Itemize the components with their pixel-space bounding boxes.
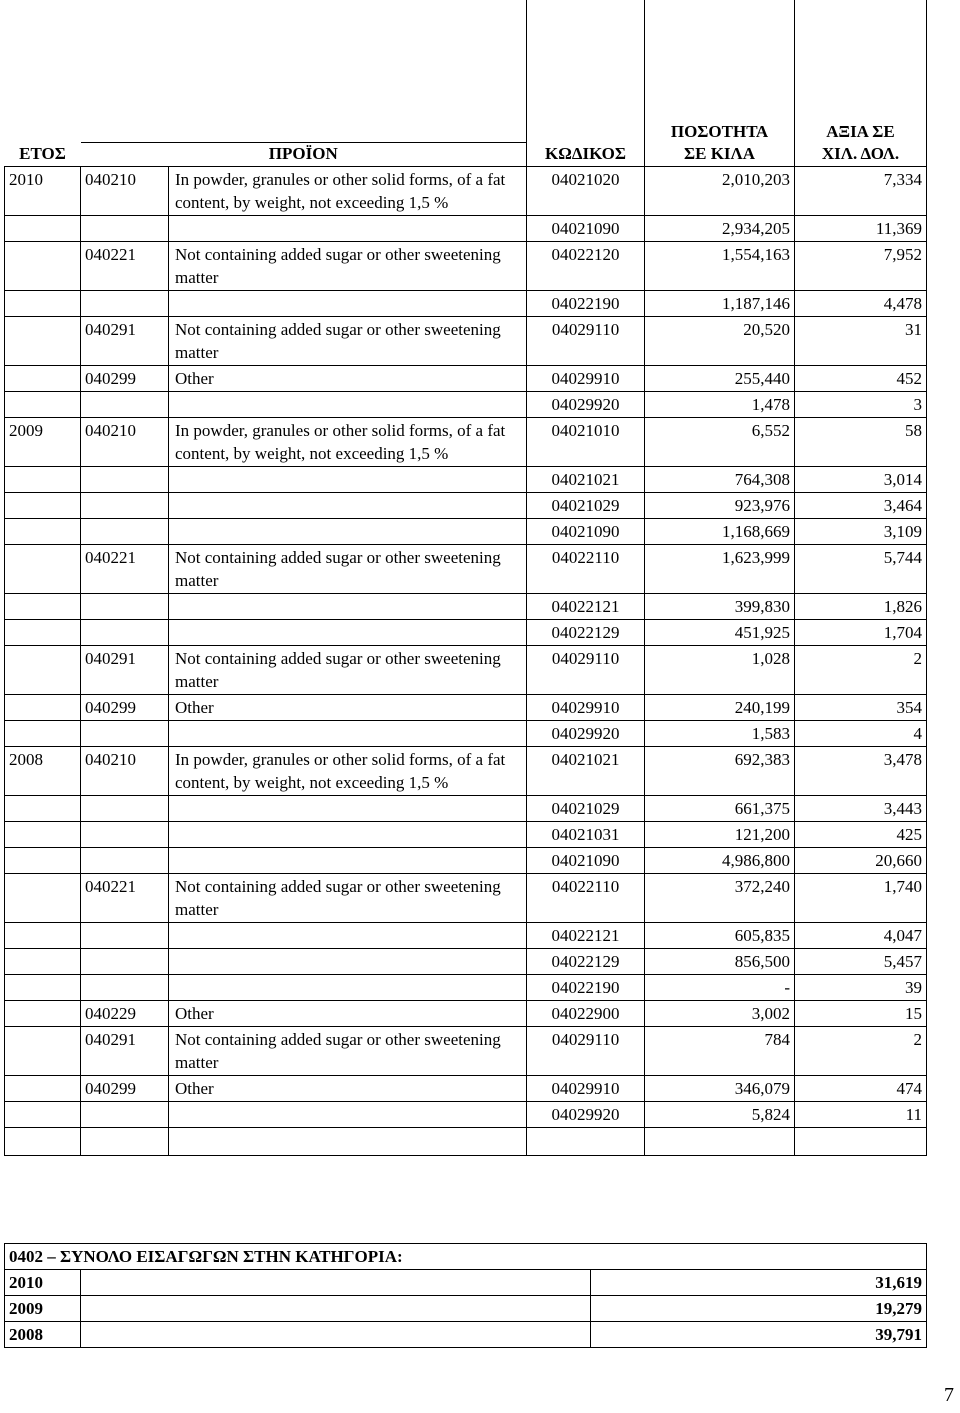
cell-year <box>5 1000 81 1026</box>
cell-year <box>5 518 81 544</box>
cell-description <box>169 466 527 492</box>
cell-value: 20,660 <box>795 847 927 873</box>
cell-hs-code <box>81 795 169 821</box>
cell-value: 1,826 <box>795 593 927 619</box>
cell-code: 04022129 <box>527 948 645 974</box>
cell-quantity: 1,168,669 <box>645 518 795 544</box>
cell-hs-code <box>81 215 169 241</box>
cell-year <box>5 847 81 873</box>
cell-value: 3,109 <box>795 518 927 544</box>
cell-quantity: 1,028 <box>645 645 795 694</box>
table-row <box>5 746 927 795</box>
cell-code: 04021021 <box>527 746 645 795</box>
table-row <box>5 1075 927 1101</box>
cell-year <box>5 795 81 821</box>
cell-value: 2 <box>795 1026 927 1075</box>
cell-year <box>5 1026 81 1075</box>
cell-hs-code: 040299 <box>81 694 169 720</box>
cell-quantity: 2,010,203 <box>645 166 795 215</box>
cell-description: In powder, granules or other solid forms, of a fat content, by weight, not exceeding 1,5 % <box>169 746 527 795</box>
cell-hs-code: 040221 <box>81 544 169 593</box>
summary-year: 2010 <box>5 1270 81 1296</box>
cell-value: 3,014 <box>795 466 927 492</box>
table-row <box>5 974 927 1000</box>
cell-quantity: 240,199 <box>645 694 795 720</box>
cell-year <box>5 241 81 290</box>
cell-description <box>169 492 527 518</box>
imports-table <box>4 0 927 1156</box>
table-row <box>5 544 927 593</box>
table-row <box>5 241 927 290</box>
cell-code: 04022190 <box>527 974 645 1000</box>
cell-description: Other <box>169 1075 527 1101</box>
cell-hs-code <box>81 847 169 873</box>
cell-description: Not containing added sugar or other sweetening matter <box>169 873 527 922</box>
table-row <box>5 391 927 417</box>
cell-description <box>169 593 527 619</box>
summary-year: 2009 <box>5 1296 81 1322</box>
table-row <box>5 847 927 873</box>
cell-code: 04022120 <box>527 241 645 290</box>
cell-value: 7,334 <box>795 166 927 215</box>
cell-quantity: 923,976 <box>645 492 795 518</box>
summary-title: 0402 – ΣΥΝΟΛΟ ΕΙΣΑΓΩΓΩΝ ΣΤΗΝ ΚΑΤΗΓΟΡΙΑ: <box>5 1244 927 1270</box>
page-number: 7 <box>944 1384 954 1406</box>
cell-year <box>5 619 81 645</box>
summary-value: 31,619 <box>591 1270 927 1296</box>
cell-year <box>5 1075 81 1101</box>
cell-description <box>169 922 527 948</box>
cell-year <box>5 466 81 492</box>
cell-code: 04022900 <box>527 1000 645 1026</box>
table-row <box>5 466 927 492</box>
cell-year <box>5 316 81 365</box>
cell-hs-code <box>81 948 169 974</box>
cell-code: 04021010 <box>527 417 645 466</box>
cell-value: 11,369 <box>795 215 927 241</box>
cell-code: 04021029 <box>527 492 645 518</box>
table-row <box>5 948 927 974</box>
cell-code: 04029110 <box>527 645 645 694</box>
cell-year <box>5 645 81 694</box>
cell-value: 1,740 <box>795 873 927 922</box>
cell-quantity: 661,375 <box>645 795 795 821</box>
cell-value: 11 <box>795 1101 927 1127</box>
summary-title-row <box>5 1244 927 1270</box>
summary-row <box>5 1270 927 1296</box>
cell-hs-code: 040210 <box>81 417 169 466</box>
cell-quantity: 399,830 <box>645 593 795 619</box>
table-row <box>5 821 927 847</box>
header-product <box>81 0 527 166</box>
header-code-label: ΚΩΔΙΚΟΣ <box>545 143 626 163</box>
cell-hs-code <box>81 821 169 847</box>
summary-row <box>5 1296 927 1322</box>
header-row <box>5 0 927 166</box>
cell-hs-code: 040299 <box>81 365 169 391</box>
cell-year <box>5 492 81 518</box>
cell-quantity: 1,554,163 <box>645 241 795 290</box>
cell-value: 2 <box>795 645 927 694</box>
cell-code: 04029920 <box>527 1101 645 1127</box>
cell-year <box>5 1101 81 1127</box>
cell-hs-code <box>81 720 169 746</box>
cell-description <box>169 847 527 873</box>
cell-year: 2010 <box>5 166 81 215</box>
cell-hs-code: 040229 <box>81 1000 169 1026</box>
table-body <box>5 166 927 1127</box>
cell-quantity: 451,925 <box>645 619 795 645</box>
cell-description <box>169 821 527 847</box>
cell-code: 04022110 <box>527 544 645 593</box>
cell-description: Not containing added sugar or other sweetening matter <box>169 316 527 365</box>
cell-value: 354 <box>795 694 927 720</box>
cell-description: Other <box>169 1000 527 1026</box>
table-row <box>5 365 927 391</box>
table-row <box>5 518 927 544</box>
summary-table <box>4 1243 927 1348</box>
table-row <box>5 290 927 316</box>
cell-quantity: 1,583 <box>645 720 795 746</box>
cell-description: Not containing added sugar or other sweetening matter <box>169 241 527 290</box>
cell-hs-code <box>81 466 169 492</box>
cell-quantity: 255,440 <box>645 365 795 391</box>
cell-year: 2009 <box>5 417 81 466</box>
cell-value: 3,464 <box>795 492 927 518</box>
cell-quantity: 1,478 <box>645 391 795 417</box>
cell-description <box>169 290 527 316</box>
cell-quantity: 1,623,999 <box>645 544 795 593</box>
summary-year: 2008 <box>5 1322 81 1348</box>
cell-quantity: 20,520 <box>645 316 795 365</box>
cell-hs-code <box>81 518 169 544</box>
cell-hs-code <box>81 593 169 619</box>
cell-code: 04022190 <box>527 290 645 316</box>
cell-description: In powder, granules or other solid forms, of a fat content, by weight, not exceeding 1,5 % <box>169 166 527 215</box>
cell-description: In powder, granules or other solid forms, of a fat content, by weight, not exceeding 1,5 % <box>169 417 527 466</box>
cell-description <box>169 1101 527 1127</box>
summary-value: 19,279 <box>591 1296 927 1322</box>
cell-quantity: 4,986,800 <box>645 847 795 873</box>
cell-description <box>169 391 527 417</box>
cell-quantity: 5,824 <box>645 1101 795 1127</box>
cell-description <box>169 948 527 974</box>
cell-year <box>5 720 81 746</box>
cell-value: 4,047 <box>795 922 927 948</box>
table-row <box>5 1000 927 1026</box>
cell-hs-code: 040221 <box>81 873 169 922</box>
table-row <box>5 694 927 720</box>
cell-quantity: 3,002 <box>645 1000 795 1026</box>
header-year <box>5 0 81 166</box>
cell-code: 04029910 <box>527 694 645 720</box>
cell-quantity: 6,552 <box>645 417 795 466</box>
header-year-label: ΕΤΟΣ <box>19 143 66 163</box>
cell-description <box>169 215 527 241</box>
cell-value: 474 <box>795 1075 927 1101</box>
cell-code: 04021090 <box>527 215 645 241</box>
table-row <box>5 417 927 466</box>
cell-quantity: 692,383 <box>645 746 795 795</box>
header-value-line1: ΑΞΙΑ ΣΕ <box>826 121 895 141</box>
header-quantity <box>645 0 795 166</box>
cell-description: Other <box>169 694 527 720</box>
cell-value: 5,744 <box>795 544 927 593</box>
cell-code: 04021020 <box>527 166 645 215</box>
cell-quantity: 121,200 <box>645 821 795 847</box>
table-row <box>5 492 927 518</box>
table-row <box>5 922 927 948</box>
header-value-line2: ΧΙΛ. ΔΟΛ. <box>821 143 900 163</box>
cell-hs-code: 040291 <box>81 316 169 365</box>
cell-hs-code <box>81 290 169 316</box>
summary-row <box>5 1322 927 1348</box>
cell-hs-code: 040299 <box>81 1075 169 1101</box>
spacer-row <box>5 1127 927 1155</box>
header-quantity-line1: ΠΟΣΟΤΗΤΑ <box>670 121 769 141</box>
table-row <box>5 1026 927 1075</box>
table-row <box>5 166 927 215</box>
cell-code: 04022121 <box>527 922 645 948</box>
cell-code: 04021029 <box>527 795 645 821</box>
table-row <box>5 316 927 365</box>
cell-quantity: 784 <box>645 1026 795 1075</box>
cell-code: 04029110 <box>527 1026 645 1075</box>
cell-year <box>5 694 81 720</box>
cell-year <box>5 290 81 316</box>
cell-value: 5,457 <box>795 948 927 974</box>
cell-hs-code: 040210 <box>81 166 169 215</box>
cell-value: 4 <box>795 720 927 746</box>
table-row <box>5 593 927 619</box>
cell-quantity: 346,079 <box>645 1075 795 1101</box>
cell-code: 04029110 <box>527 316 645 365</box>
cell-year <box>5 365 81 391</box>
cell-year <box>5 215 81 241</box>
cell-value: 4,478 <box>795 290 927 316</box>
cell-description <box>169 974 527 1000</box>
cell-code: 04021090 <box>527 847 645 873</box>
cell-code: 04022129 <box>527 619 645 645</box>
cell-hs-code <box>81 619 169 645</box>
cell-quantity: 372,240 <box>645 873 795 922</box>
table-row <box>5 720 927 746</box>
cell-code: 04022121 <box>527 593 645 619</box>
table-row <box>5 873 927 922</box>
cell-hs-code <box>81 391 169 417</box>
cell-value: 31 <box>795 316 927 365</box>
cell-code: 04029910 <box>527 1075 645 1101</box>
cell-code: 04021090 <box>527 518 645 544</box>
cell-year <box>5 391 81 417</box>
cell-value: 15 <box>795 1000 927 1026</box>
cell-hs-code <box>81 492 169 518</box>
table-row <box>5 619 927 645</box>
summary-value: 39,791 <box>591 1322 927 1348</box>
cell-description: Other <box>169 365 527 391</box>
cell-value: 452 <box>795 365 927 391</box>
cell-quantity: 605,835 <box>645 922 795 948</box>
cell-year <box>5 922 81 948</box>
cell-value: 1,704 <box>795 619 927 645</box>
cell-code: 04029920 <box>527 720 645 746</box>
cell-description: Not containing added sugar or other sweetening matter <box>169 544 527 593</box>
cell-value: 3 <box>795 391 927 417</box>
header-product-label: ΠΡΟΪΟΝ <box>268 143 338 163</box>
cell-code: 04029910 <box>527 365 645 391</box>
cell-hs-code: 040221 <box>81 241 169 290</box>
cell-quantity: 2,934,205 <box>645 215 795 241</box>
cell-value: 58 <box>795 417 927 466</box>
cell-description <box>169 619 527 645</box>
table-row <box>5 795 927 821</box>
cell-quantity: 764,308 <box>645 466 795 492</box>
cell-hs-code <box>81 974 169 1000</box>
cell-quantity: 1,187,146 <box>645 290 795 316</box>
cell-year <box>5 821 81 847</box>
header-code <box>527 0 645 166</box>
cell-year <box>5 544 81 593</box>
cell-description: Not containing added sugar or other sweetening matter <box>169 645 527 694</box>
table-row <box>5 1101 927 1127</box>
cell-year <box>5 974 81 1000</box>
cell-code: 04021021 <box>527 466 645 492</box>
cell-year <box>5 948 81 974</box>
cell-hs-code <box>81 1101 169 1127</box>
cell-description <box>169 720 527 746</box>
cell-hs-code: 040210 <box>81 746 169 795</box>
header-quantity-line2: ΣΕ ΚΙΛΑ <box>684 143 756 163</box>
table-row <box>5 215 927 241</box>
cell-description <box>169 518 527 544</box>
cell-year: 2008 <box>5 746 81 795</box>
cell-value: 3,478 <box>795 746 927 795</box>
cell-value: 3,443 <box>795 795 927 821</box>
cell-code: 04021031 <box>527 821 645 847</box>
cell-hs-code: 040291 <box>81 645 169 694</box>
cell-description: Not containing added sugar or other sweetening matter <box>169 1026 527 1075</box>
cell-description <box>169 795 527 821</box>
cell-code: 04029920 <box>527 391 645 417</box>
cell-hs-code: 040291 <box>81 1026 169 1075</box>
cell-quantity: 856,500 <box>645 948 795 974</box>
cell-quantity: - <box>645 974 795 1000</box>
cell-value: 39 <box>795 974 927 1000</box>
cell-year <box>5 873 81 922</box>
cell-value: 425 <box>795 821 927 847</box>
header-value <box>795 0 927 166</box>
cell-hs-code <box>81 922 169 948</box>
cell-year <box>5 593 81 619</box>
cell-value: 7,952 <box>795 241 927 290</box>
table-row <box>5 645 927 694</box>
cell-code: 04022110 <box>527 873 645 922</box>
